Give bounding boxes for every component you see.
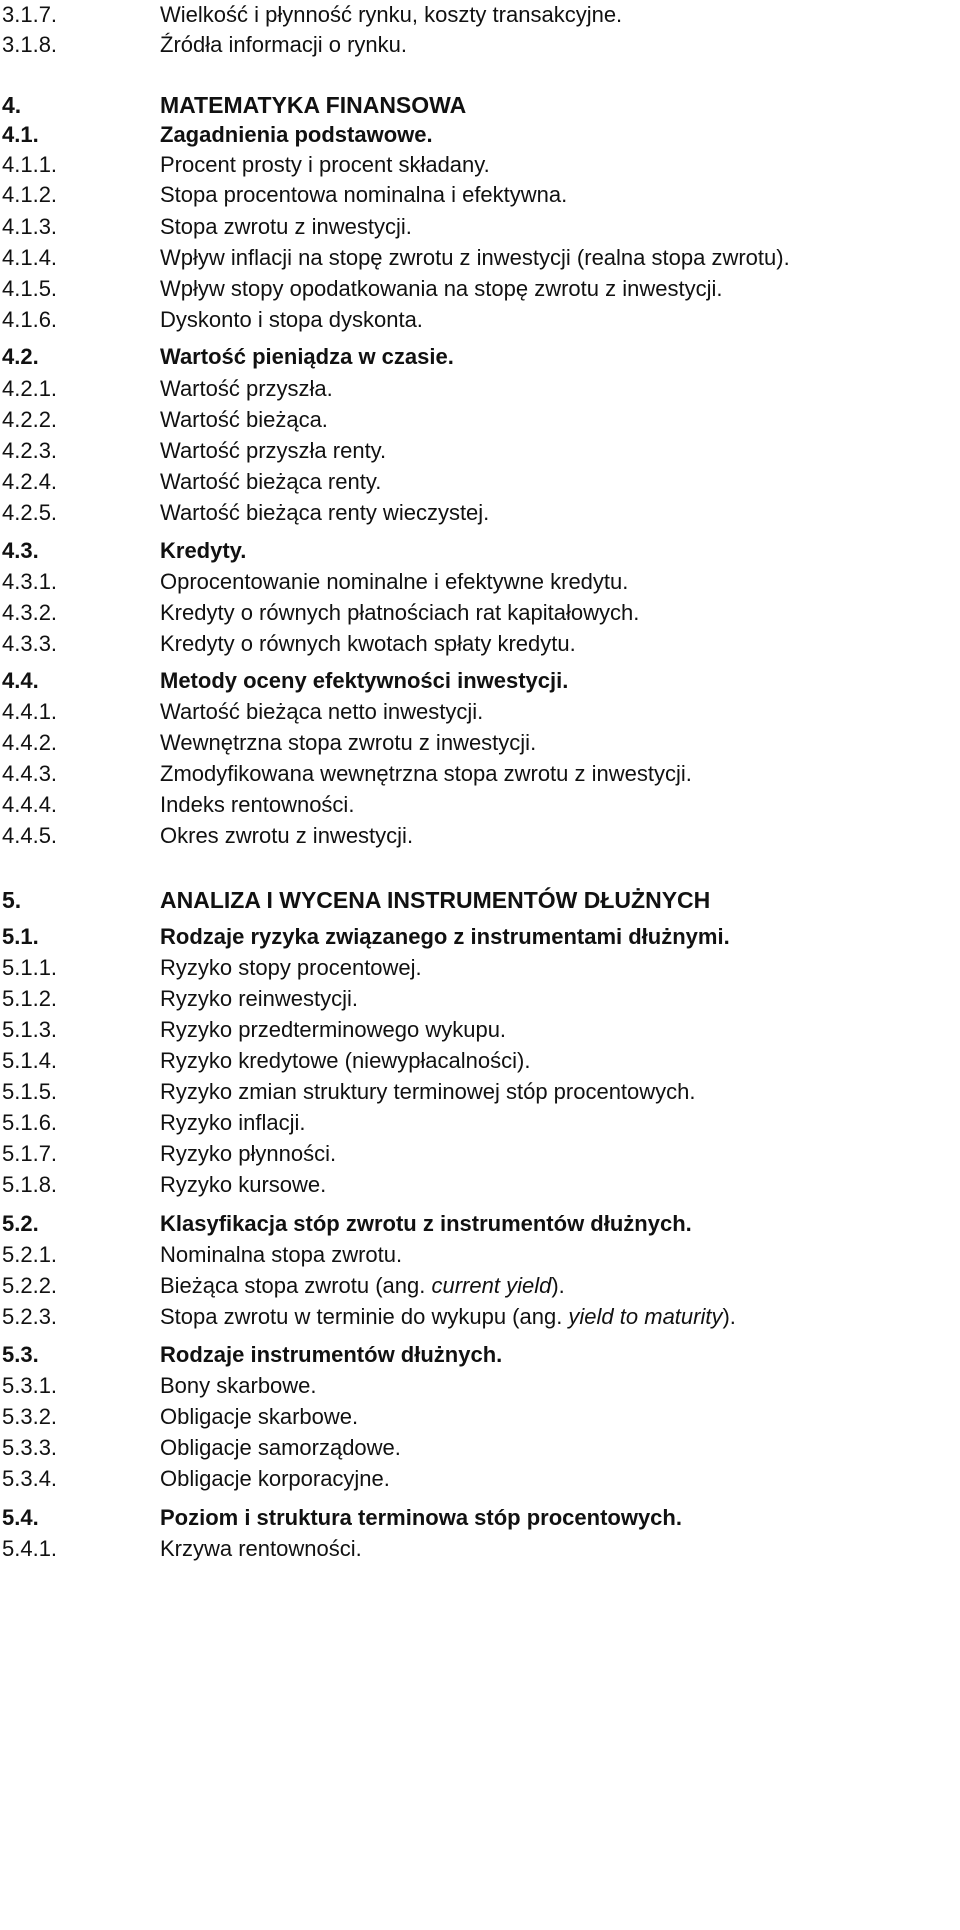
toc-item xyxy=(0,436,960,470)
toc-title: Wartość bieżąca renty. xyxy=(160,469,382,494)
toc-number: 5.2.2. xyxy=(2,1273,58,1298)
toc-title xyxy=(160,1271,565,1301)
toc-chapter xyxy=(0,90,960,124)
toc-item xyxy=(0,1077,960,1111)
toc-title xyxy=(160,1302,736,1332)
toc-title: Ryzyko płynności. xyxy=(160,1141,337,1166)
toc-section xyxy=(0,1503,960,1537)
toc-number: 5.3.4. xyxy=(2,1466,58,1491)
toc-title: Ryzyko zmian struktury terminowej stóp procentowych. xyxy=(160,1079,696,1104)
toc-item xyxy=(0,567,960,601)
toc-number: 4.4.5. xyxy=(2,823,58,848)
toc-item xyxy=(0,1170,960,1204)
toc-section xyxy=(0,120,960,154)
toc-title: Rodzaje ryzyka związanego z instrumentami dłużnymi. xyxy=(160,924,730,949)
toc-title: Krzywa rentowności. xyxy=(160,1536,362,1561)
toc-title: Stopa zwrotu z inwestycji. xyxy=(160,214,412,239)
toc-number: 5.1.1. xyxy=(2,955,58,980)
toc-number: 5.4.1. xyxy=(2,1536,58,1561)
toc-title: Obligacje samorządowe. xyxy=(160,1435,401,1460)
toc-title: Okres zwrotu z inwestycji. xyxy=(160,823,414,848)
toc-number: 3.1.7. xyxy=(2,2,58,27)
toc-title-italic-term: current yield xyxy=(431,1273,552,1298)
toc-title: Rodzaje instrumentów dłużnych. xyxy=(160,1342,503,1367)
toc-item xyxy=(0,150,960,184)
toc-number: 5.3.2. xyxy=(2,1404,58,1429)
toc-item xyxy=(0,1240,960,1274)
toc-title: Kredyty o równych płatnościach rat kapitałowych. xyxy=(160,600,640,625)
toc-number: 4.2.1. xyxy=(2,376,58,401)
toc-number: 5.3.3. xyxy=(2,1435,58,1460)
toc-number: 5.2. xyxy=(2,1211,39,1236)
toc-title: Wpływ inflacji na stopę zwrotu z inwestycji (realna stopa zwrotu). xyxy=(160,245,790,270)
toc-item xyxy=(0,953,960,987)
toc-title-italic-term: yield to maturity xyxy=(568,1304,723,1329)
toc-item xyxy=(0,243,960,277)
toc-item xyxy=(0,1534,960,1568)
toc-number: 4.4.2. xyxy=(2,730,58,755)
toc-item xyxy=(0,984,960,1018)
toc-number: 4.1.5. xyxy=(2,276,58,301)
toc-item xyxy=(0,30,960,64)
toc-number: 4.1.3. xyxy=(2,214,58,239)
toc-item xyxy=(0,405,960,439)
toc-section xyxy=(0,536,960,570)
toc-title: Kredyty o równych kwotach spłaty kredytu. xyxy=(160,631,576,656)
toc-number: 4.3.2. xyxy=(2,600,58,625)
toc-title: Wielkość i płynność rynku, koszty transakcyjne. xyxy=(160,2,623,27)
toc-number: 5.2.3. xyxy=(2,1304,58,1329)
toc-number: 4.3. xyxy=(2,538,39,563)
toc-number: 4.1.2. xyxy=(2,182,58,207)
toc-title: Obligacje skarbowe. xyxy=(160,1404,359,1429)
toc-item xyxy=(0,1271,960,1305)
toc-number: 5.1. xyxy=(2,924,39,949)
toc-number: 4.1.1. xyxy=(2,152,58,177)
toc-number: 5.1.8. xyxy=(2,1172,58,1197)
toc-title: Wartość przyszła renty. xyxy=(160,438,387,463)
toc-item xyxy=(0,697,960,731)
toc-number: 5.3. xyxy=(2,1342,39,1367)
toc-item xyxy=(0,0,960,34)
toc-item xyxy=(0,759,960,793)
toc-number: 5.1.5. xyxy=(2,1079,58,1104)
toc-number: 5.4. xyxy=(2,1505,39,1530)
toc-number: 4.2.5. xyxy=(2,500,58,525)
toc-item xyxy=(0,374,960,408)
toc-number: 4.4.1. xyxy=(2,699,58,724)
toc-number: 4.1.6. xyxy=(2,307,58,332)
toc-title: Wpływ stopy opodatkowania na stopę zwrotu z inwestycji. xyxy=(160,276,723,301)
toc-item xyxy=(0,598,960,632)
toc-title: ANALIZA I WYCENA INSTRUMENTÓW DŁUŻNYCH xyxy=(160,887,711,913)
toc-chapter xyxy=(0,885,960,919)
toc-title: Oprocentowanie nominalne i efektywne kredytu. xyxy=(160,569,629,594)
toc-number: 4. xyxy=(2,92,22,118)
toc-number: 5.3.1. xyxy=(2,1373,58,1398)
toc-section xyxy=(0,666,960,700)
toc-number: 5. xyxy=(2,887,22,913)
toc-title: Źródła informacji o rynku. xyxy=(160,32,407,57)
toc-item xyxy=(0,1139,960,1173)
toc-title: Ryzyko kursowe. xyxy=(160,1172,327,1197)
toc-section xyxy=(0,922,960,956)
toc-item xyxy=(0,1108,960,1142)
toc-number: 4.4.3. xyxy=(2,761,58,786)
toc-title: Wartość pieniądza w czasie. xyxy=(160,344,454,369)
toc-title: Wartość bieżąca. xyxy=(160,407,328,432)
toc-number: 3.1.8. xyxy=(2,32,58,57)
toc-item xyxy=(0,821,960,855)
toc-number: 4.2.2. xyxy=(2,407,58,432)
toc-item xyxy=(0,1433,960,1467)
toc-title: Nominalna stopa zwrotu. xyxy=(160,1242,403,1267)
toc-title-part: ). xyxy=(722,1304,736,1329)
toc-title: Ryzyko przedterminowego wykupu. xyxy=(160,1017,507,1042)
toc-item xyxy=(0,629,960,663)
toc-number: 5.1.3. xyxy=(2,1017,58,1042)
toc-title: Obligacje korporacyjne. xyxy=(160,1466,390,1491)
toc-title: Wewnętrzna stopa zwrotu z inwestycji. xyxy=(160,730,537,755)
toc-title: MATEMATYKA FINANSOWA xyxy=(160,92,467,118)
toc-section xyxy=(0,1209,960,1243)
toc-item xyxy=(0,1371,960,1405)
toc-title: Wartość bieżąca renty wieczystej. xyxy=(160,500,490,525)
toc-number: 4.1.4. xyxy=(2,245,58,270)
toc-title: Ryzyko kredytowe (niewypłacalności). xyxy=(160,1048,531,1073)
toc-number: 4.3.1. xyxy=(2,569,58,594)
toc-title-part: Stopa zwrotu w terminie do wykupu (ang. xyxy=(160,1304,569,1329)
toc-section xyxy=(0,1340,960,1374)
toc-number: 4.1. xyxy=(2,122,39,147)
toc-title-part: Bieżąca stopa zwrotu (ang. xyxy=(160,1273,432,1298)
toc-title: Wartość bieżąca netto inwestycji. xyxy=(160,699,484,724)
toc-item xyxy=(0,180,960,214)
toc-item xyxy=(0,1402,960,1436)
toc-section xyxy=(0,342,960,376)
toc-title: Zagadnienia podstawowe. xyxy=(160,122,433,147)
toc-title: Ryzyko stopy procentowej. xyxy=(160,955,422,980)
toc-title: Klasyfikacja stóp zwrotu z instrumentów dłużnych. xyxy=(160,1211,692,1236)
toc-number: 4.3.3. xyxy=(2,631,58,656)
toc-number: 4.2.4. xyxy=(2,469,58,494)
toc-title-part: ). xyxy=(551,1273,565,1298)
toc-title: Stopa procentowa nominalna i efektywna. xyxy=(160,182,568,207)
toc-item xyxy=(0,467,960,501)
toc-title: Ryzyko inflacji. xyxy=(160,1110,306,1135)
toc-item xyxy=(0,305,960,339)
toc-number: 5.1.2. xyxy=(2,986,58,1011)
toc-title: Poziom i struktura terminowa stóp procentowych. xyxy=(160,1505,682,1530)
toc-number: 4.2.3. xyxy=(2,438,58,463)
toc-title: Zmodyfikowana wewnętrzna stopa zwrotu z inwestycji. xyxy=(160,761,692,786)
toc-item xyxy=(0,274,960,308)
toc-number: 5.1.6. xyxy=(2,1110,58,1135)
toc-title: Indeks rentowności. xyxy=(160,792,355,817)
toc-item xyxy=(0,790,960,824)
toc-number: 4.4. xyxy=(2,668,39,693)
toc-number: 4.4.4. xyxy=(2,792,58,817)
toc-item xyxy=(0,212,960,246)
toc-number: 5.2.1. xyxy=(2,1242,58,1267)
toc-title: Wartość przyszła. xyxy=(160,376,333,401)
toc-number: 5.1.4. xyxy=(2,1048,58,1073)
toc-item xyxy=(0,1464,960,1498)
toc-title: Dyskonto i stopa dyskonta. xyxy=(160,307,423,332)
toc-number: 4.2. xyxy=(2,344,39,369)
toc-item xyxy=(0,1302,960,1336)
toc-title: Kredyty. xyxy=(160,538,247,563)
toc-title: Metody oceny efektywności inwestycji. xyxy=(160,668,569,693)
toc-title: Bony skarbowe. xyxy=(160,1373,317,1398)
toc-title: Ryzyko reinwestycji. xyxy=(160,986,359,1011)
toc-item xyxy=(0,728,960,762)
toc-title: Procent prosty i procent składany. xyxy=(160,152,490,177)
toc-item xyxy=(0,1015,960,1049)
toc-item xyxy=(0,498,960,532)
toc-number: 5.1.7. xyxy=(2,1141,58,1166)
toc-item xyxy=(0,1046,960,1080)
